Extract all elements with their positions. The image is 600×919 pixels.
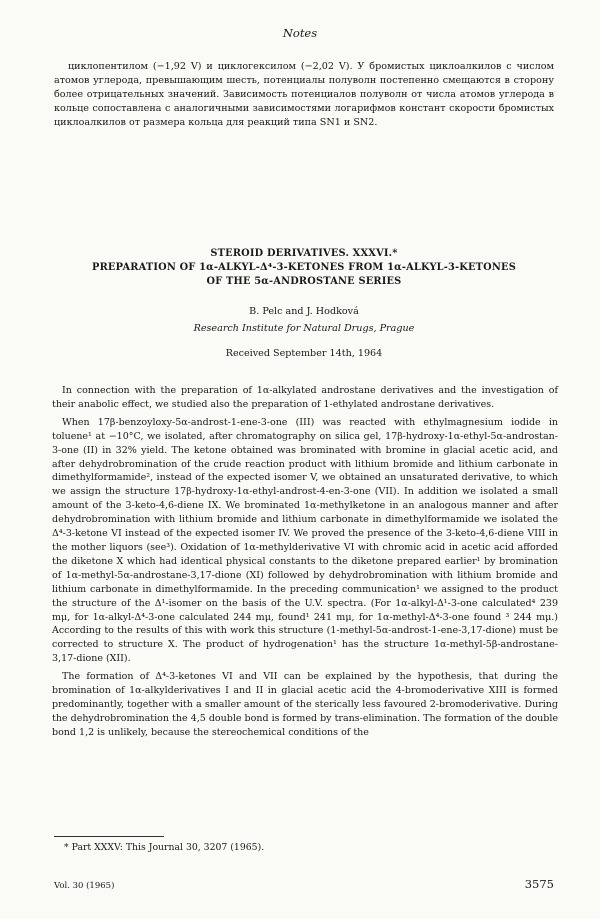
body-paragraph-2: When 17β-benzoyloxy-5α-androst-1-ene-3-one (III) was reacted with ethylmagnesium iodide in toluene¹ at −10°C, we isolated, after chromatography on silica gel, 17β-hydroxy-1α-ethyl-5α-androstan-3-one (II) in 32% yield. The ketone obtained was brominated with bromine in glacial acetic acid, and after dehydrobromination of the crude reaction product with lithium bromide and lithium carbonate in dimethylformamide², instead of the expected isomer V, we obtained an unsaturated derivative, to which we assign the structure 17β-hydroxy-1α-ethyl-androst-4-en-3-one (VII). In addition we isolated a small amount of the 3-keto-4,6-diene IX. We brominated 1α-methylketone in an analogous manner and after dehydrobromination with lithium bromide and lithium carbonate in dimethylformamide we isolated the Δ⁴-3-ketone VI instead of the expected isomer IV. We proved the presence of the 3-keto-4,6-diene VIII in the mother liquors (see³). Oxidation of 1α-methylderivative VI with chromic acid in acetic acid afforded the diketone X which had identical physical constants to the diketone prepared earlier¹ by bromination of 1α-methyl-5α-androstane-3,17-dione (XI) followed by dehydrobromination with lithium bromide and lithium carbonate in dimethylformamide. In the preceding communication¹ we assigned to the product the structure of the Δ¹-isomer on the basis of the U.V. spectra. (For 1α-alkyl-Δ¹-3-one calculated⁴ 239 mμ, for 1α-alkyl-Δ⁴-3-one calculated 244 mμ, found¹ 241 mμ, for 1α-methyl-Δ⁴-3-one found ³ 244 mμ.) According to the results of this with work this structure (1-methyl-5α-androst-1-ene-3,17-dione) must be corrected to structure X. The product of hydrogenation¹ has the structure 1α-methyl-5β-androstane-3,17-dione (XII).	[52, 416, 558, 665]
received-date: Received September 14th, 1964	[225, 348, 383, 359]
authors: B. Pelc and J. Hodková	[249, 306, 359, 317]
title-line-1: STEROID DERIVATIVES. XXXVI.*	[210, 248, 398, 259]
title-line-3: OF THE 5α-ANDROSTANE SERIES	[206, 276, 402, 287]
affiliation: Research Institute for Natural Drugs, Prague	[193, 323, 415, 334]
russian-text: циклопентилом (−1,92 V) и циклогексилом (−2,02 V). У бромистых циклоалкилов с числом атомов углерода, превышающим шесть, потенциалы полуволн постепенно смещаются в сторону более отрицательных значений. Зависимость потенциалов полуволн от числа атомов углерода в кольце сопоставлена с аналогичными зависимостями логарифмов констант скорости бромистых циклоалкилов от размера кольца для реакций типа SN1 и SN2.	[54, 61, 554, 128]
running-title: Notes	[282, 26, 318, 40]
article-body	[52, 384, 558, 744]
footnote-divider	[54, 836, 164, 837]
body-paragraph-1: In connection with the preparation of 1α-alkylated androstane derivatives and the investigation of their anabolic effect, we studied also the preparation of 1-ethylated androstane derivatives.	[52, 385, 558, 410]
body-paragraph-3: The formation of Δ⁴-3-ketones VI and VII can be explained by the hypothesis, that during the bromination of 1α-alkylderivatives I and II in glacial acetic acid the 4-bromoderivative XIII is formed predominantly, together with a smaller amount of the sterically less favoured 2-bromoderivative. During the dehydrobromination the 4,5 double bond is formed by trans-elimination. The formation of the double bond 1,2 is unlikely, because the stereochemical conditions of the	[52, 671, 558, 738]
footnote: * Part XXXV: This Journal 30, 3207 (1965).	[64, 842, 265, 853]
article-title-block	[40, 247, 568, 359]
volume-label: Vol. 30 (1965)	[54, 881, 115, 891]
title-line-2: PREPARATION OF 1α-ALKYL-Δ⁴-3-KETONES FROM 1α-ALKYL-3-KETONES	[92, 262, 516, 273]
page-number: 3575	[524, 877, 554, 891]
russian-paragraph	[54, 60, 554, 130]
